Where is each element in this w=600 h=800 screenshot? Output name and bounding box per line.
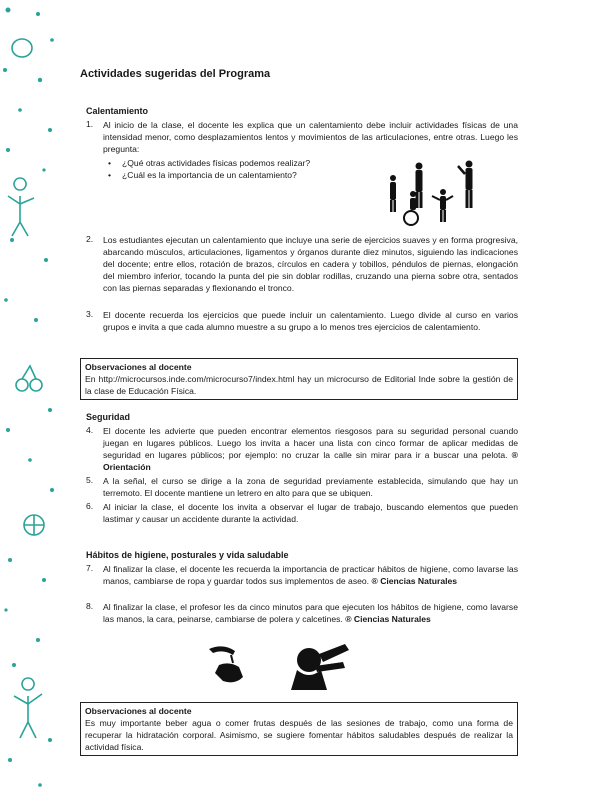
bullet-icon: • [108,170,112,180]
page-title: Actividades sugeridas del Programa [80,68,271,80]
item-number: 2. [86,234,94,244]
item-number: 8. [86,601,94,611]
activity-item: Los estudiantes ejecutan un calentamiento que incluye una serie de ejercicios suaves y en forma progresiva, abarcando músculos, articulaciones, ligamentos y órganos durante diez minutos, siguiendo las indicaciones del docente; entre ellos, rotación de brazos, círculos en cadera y tobillos, péndulos de piernas, elongación del miembro inferior, tocando la punta del pie sin doblar rodillas, cruzando una pierna sobre otra, sentados con las piernas separadas y flexionando el tronco. [103,235,518,293]
note-text: En http://microcursos.inde.com/microcurso7/index.html hay un microcurso de Editorial Inde sobre la gestión de la clase de Educación Física. [85,374,513,396]
cross-reference: ® Orientación [103,450,518,472]
washing-face-icon [285,640,353,690]
washing-hands-icon [205,643,249,687]
child-figure-bottom-icon [14,678,42,738]
activity-item [103,563,518,587]
ball-icon [12,39,32,57]
question-text: ¿Cuál es la importancia de un calentamiento? [122,170,297,180]
question-item [108,169,388,181]
activity-text: Al finalizar la clase, el profesor les da cinco minutos para que ejecuten los hábitos de higiene, como lavarse las manos, la cara, peinarse, cambiarse de polera y calcetines. [103,602,518,624]
note-text: Es muy importante beber agua o comer frutas después de las sesiones de trabajo, como una forma de recuperar la hidratación corporal. Asimismo, se sugiere fomentar hábitos saludables después de realizar la actividad física. [85,718,513,752]
question-item [108,157,388,169]
item-number: 4. [86,425,94,435]
child-figure-top-icon [8,178,34,236]
activity-item: A la señal, el curso se dirige a la zona de seguridad previamente establecida, simulando que hay un terremoto. El docente mantiene un letrero en alto para que se ubiquen. [103,476,518,498]
margin-decoration [0,0,60,800]
item-number: 5. [86,475,94,485]
item-number: 7. [86,563,94,573]
item-number: 3. [86,309,94,319]
activity-text: El docente les advierte que pueden encontrar elementos riesgosos para su seguridad personal cuando juegan en lugares públicos. Luego los invita a hacer una lista con cinco formar de aplicar medidas de seguridad en lugares públicos; por ejemplo: no cruzar la calle sin mirar para ir a buscar una pelota. [103,426,518,460]
item-number: 1. [86,119,94,129]
cross-reference: ® Ciencias Naturales [345,614,431,624]
bullet-icon: • [108,158,112,168]
cross-reference: ® Ciencias Naturales [371,576,458,586]
item-number: 6. [86,501,94,511]
section-heading-hygiene: Hábitos de higiene, posturales y vida saludable [86,550,289,560]
note-heading: Observaciones al docente [85,706,192,716]
people-illustration [385,156,485,228]
section-heading-warmup: Calentamiento [86,106,149,116]
activity-item [103,425,518,473]
note-heading: Observaciones al docente [85,362,192,372]
activity-item: El docente recuerda los ejercicios que puede incluir un calentamiento. Luego divide al curso en varios grupos e invita a que cada alumno muestre a su grupo a lo menos tres ejercicios de calentamiento. [103,310,518,332]
question-text: ¿Qué otras actividades físicas podemos realizar? [122,158,311,168]
teacher-note-box [80,358,518,400]
activity-item: Al inicio de la clase, el docente les explica que un calentamiento debe incluir actividades físicas de una intensidad menor, como desplazamientos lentos y movimientos de las articulaciones, entre otras. Luego les pregunta: [103,120,518,154]
teacher-note-box [80,702,518,756]
activity-item [103,601,518,625]
activity-text: Al finalizar la clase, el docente les recuerda la importancia de practicar hábitos de higiene, como lavarse las manos, cambiarse de ropa y guardar todos sus implementos de aseo. [103,564,518,586]
activity-item: Al iniciar la clase, el docente los invita a observar el lugar de trabajo, buscando elementos que pueden lastimar y causar un accidente durante la actividad. [103,502,518,524]
cherry-icon [16,379,28,391]
section-heading-safety: Seguridad [86,412,131,422]
